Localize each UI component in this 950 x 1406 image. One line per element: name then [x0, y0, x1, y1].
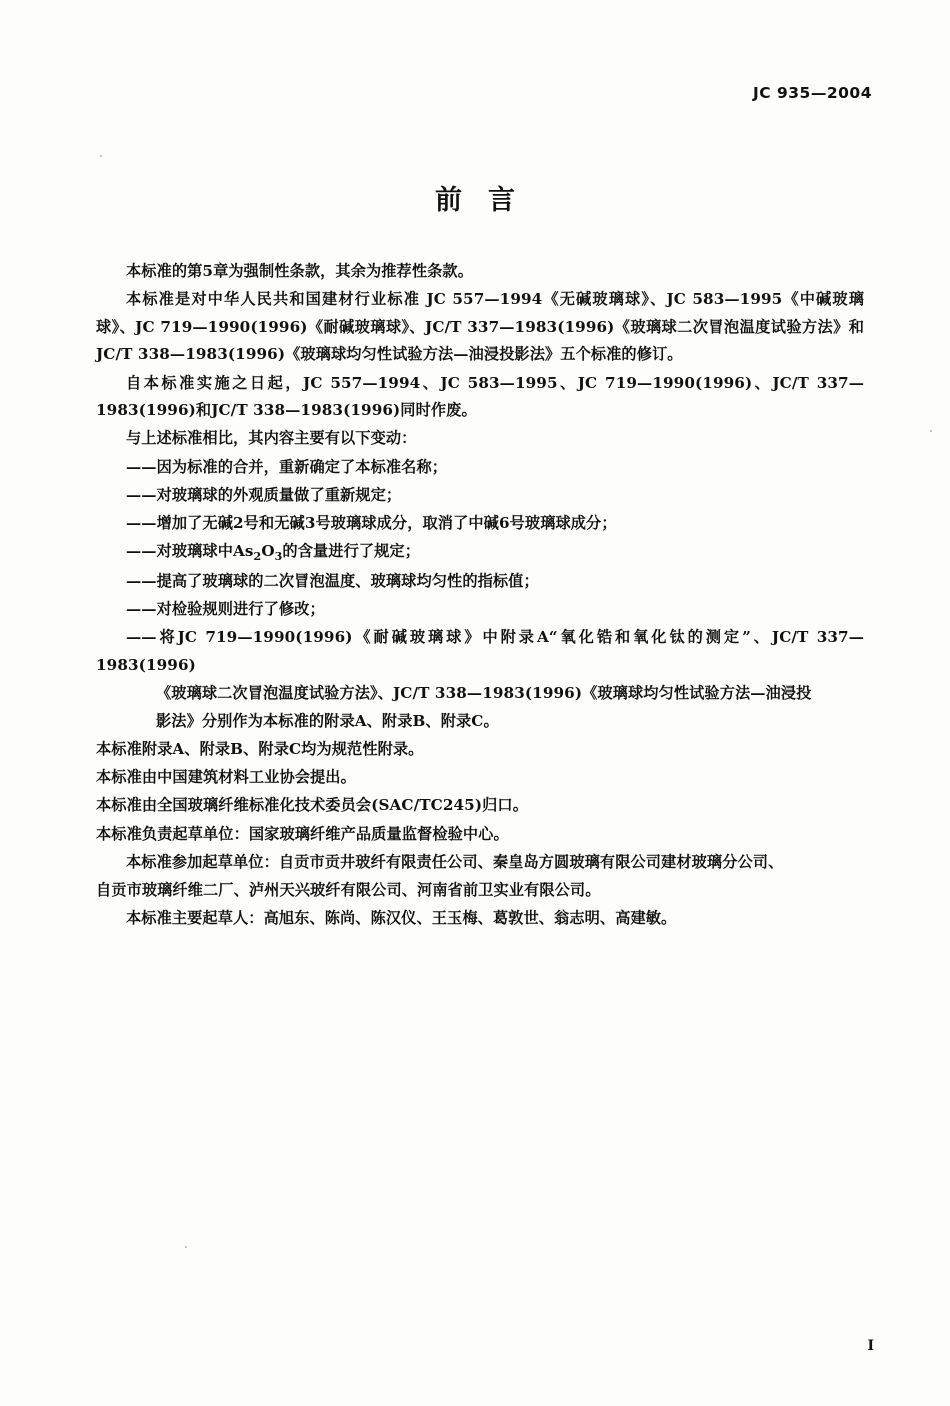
- change-item-appendix-line2: 《玻璃球二次冒泡温度试验方法》、JC/T 338—1983(1996)《玻璃球均匀性试验方法—油浸投: [156, 683, 812, 702]
- change-item: ——增加了无碱2号和无碱3号玻璃球成分，取消了中碱6号玻璃球成分；: [126, 513, 617, 532]
- change-item: ——对玻璃球的外观质量做了重新规定；: [126, 485, 402, 504]
- foreword-body: [96, 258, 864, 933]
- subscript-2: 2: [253, 550, 262, 564]
- foreword-paragraph: 本标准的第5章为强制性条款，其余为推荐性条款。: [126, 262, 473, 280]
- closing-paragraph: 本标准由全国玻璃纤维标准化技术委员会(SAC/TC245)归口。: [96, 796, 528, 815]
- change-item-appendix-line3: 影法》分别作为本标准的附录A、附录B、附录C。: [156, 711, 499, 730]
- participants-line1: 本标准参加起草单位：自贡市贡井玻纤有限责任公司、秦皇岛方圆玻璃有限公司建材玻璃分公司、: [126, 852, 784, 871]
- subscript-3: 3: [274, 550, 283, 564]
- foreword-paragraph: 自本标准实施之日起，JC 557—1994、JC 583—1995、JC 719—1990(1996)、JC/T 337—1983(1996)和JC/T 338—1983(1996)同时作废。: [96, 373, 864, 420]
- closing-paragraph: 本标准由中国建筑材料工业协会提出。: [96, 768, 356, 787]
- change-item: ——因为标准的合并，重新确定了本标准名称；: [126, 457, 448, 476]
- page-title: 前言: [435, 185, 541, 216]
- scan-speck: [930, 430, 932, 432]
- foreword-paragraph: 与上述标准相比，其内容主要有以下变动：: [126, 429, 417, 448]
- scan-speck: [100, 155, 102, 157]
- foreword-paragraph: 本标准是对中华人民共和国建材行业标准 JC 557—1994《无碱玻璃球》、JC 583—1995《中碱玻璃球》、JC 719—1990(1996)《耐碱玻璃球》、JC/T 337—1983(1996)《玻璃球二次冒泡温度试验方法》和JC/T 338—1983(1996)《玻璃球均匀性试验方法—油浸投影法》五个标准的修订。: [96, 290, 864, 364]
- closing-paragraph: 本标准负责起草单位：国家玻璃纤维产品质量监督检验中心。: [96, 824, 509, 843]
- change-item: ——对检验规则进行了修改；: [126, 599, 325, 618]
- change-item-as2o3: ——对玻璃球中$As_2O_3$的含量进行了规定；: [126, 542, 421, 564]
- standard-code-header: JC 935—2004: [752, 84, 872, 102]
- scan-speck: [185, 1246, 187, 1248]
- page-number: I: [867, 1338, 874, 1354]
- closing-paragraph: 本标准附录A、附录B、附录C均为规范性附录。: [96, 740, 424, 759]
- drafters-paragraph: 本标准主要起草人：高旭东、陈尚、陈汉仪、王玉梅、葛敦世、翁志明、高建敏。: [126, 908, 677, 927]
- change-item: ——提高了玻璃球的二次冒泡温度、玻璃球均匀性的指标值；: [126, 571, 539, 590]
- participants-line2: 自贡市玻璃纤维二厂、泸州天兴玻纤有限公司、河南省前卫实业有限公司。: [96, 880, 601, 899]
- change-item-appendix-line1: ——将JC 719—1990(1996)《耐碱玻璃球》中附录A“氧化锆和氧化钛的测定”、JC/T 337—1983(1996): [96, 627, 864, 674]
